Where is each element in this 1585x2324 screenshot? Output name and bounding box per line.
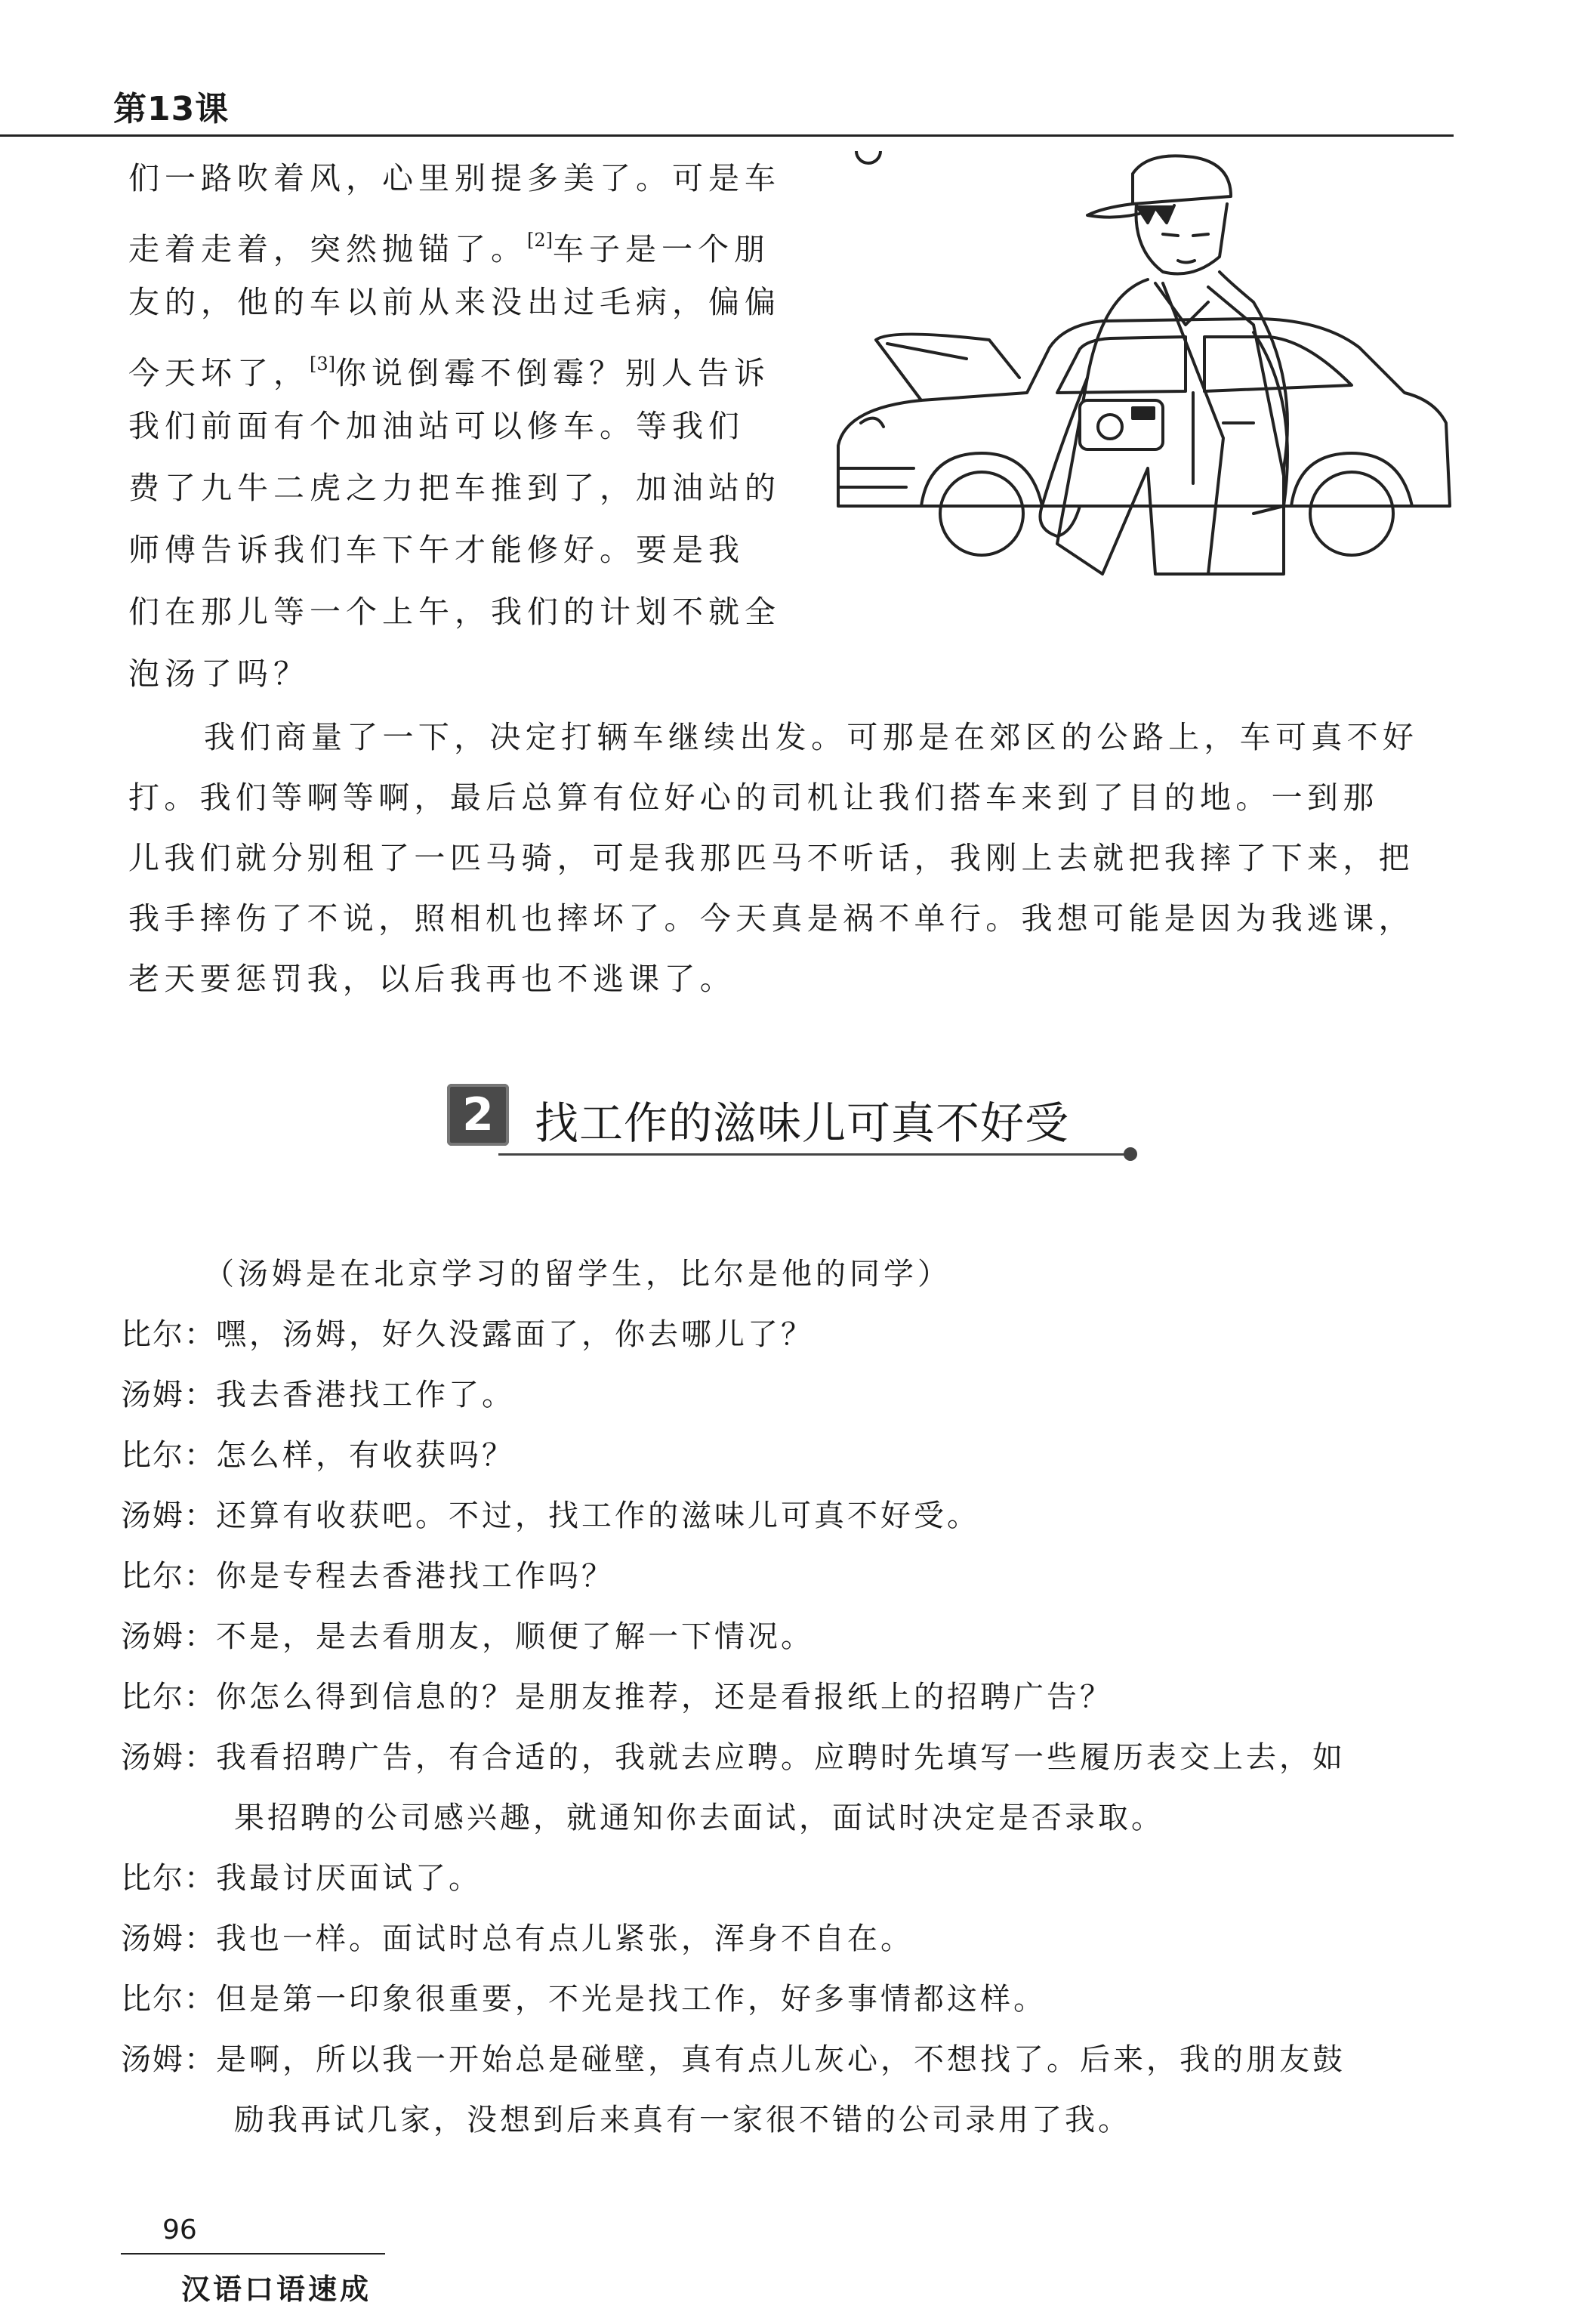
lesson-header: 第13课 (113, 90, 230, 128)
dialogue-text: 我最讨厌面试了。 (216, 1861, 482, 1896)
passage2-line-5: 老天要惩罚我，以后我再也不逃课了。 (128, 961, 736, 997)
passage1-line-2 (128, 221, 770, 269)
book-title: 汉语口语速成 (181, 2272, 372, 2306)
dialogue-text: 但是第一印象很重要，不光是找工作，好多事情都这样。 (216, 1982, 1047, 2017)
passage1-line-1: 们一路吹着风，心里别提多美了。可是车 (128, 160, 781, 196)
passage2-line-1: 我们商量了一下，决定打辆车继续出发。可那是在郊区的公路上，车可真不好 (204, 719, 1419, 755)
footer-rule (121, 2253, 385, 2255)
dialogue-line-9 (121, 1854, 482, 1897)
dialogue-text: 你怎么得到信息的？是朋友推荐，还是看报纸上的招聘广告？ (216, 1680, 1113, 1714)
speaker: 比尔： (121, 1680, 216, 1714)
speaker: 汤姆： (121, 1740, 216, 1775)
dialogue-line-8-continued: 果招聘的公司感兴趣，就通知你去面试，面试时决定是否录取。 (234, 1801, 1164, 1835)
speaker: 汤姆： (121, 1619, 216, 1654)
dialogue-text: 嘿，汤姆，好久没露面了，你去哪儿了？ (216, 1317, 814, 1352)
passage1-line-4-tail: 你说倒霉不倒霉？别人告诉 (335, 355, 770, 391)
dialogue-line-5 (121, 1552, 615, 1595)
dialogue-line-8 (121, 1733, 1346, 1776)
section-underline-dot (1124, 1147, 1137, 1161)
dialogue-text: 我去香港找工作了。 (216, 1378, 515, 1412)
dialogue-text: 怎么样，有收获吗？ (216, 1438, 515, 1473)
dialogue-line-4 (121, 1492, 980, 1535)
section-number-badge: 2 (447, 1084, 509, 1146)
passage2-line-4: 我手摔伤了不说，照相机也摔坏了。今天真是祸不单行。我想可能是因为我逃课， (128, 900, 1414, 937)
speaker: 汤姆： (121, 1498, 216, 1533)
header-rule (0, 134, 1454, 137)
dialogue-text: 我也一样。面试时总有点儿紧张，浑身不自在。 (216, 1921, 914, 1956)
passage2-line-2: 打。我们等啊等啊，最后总算有位好心的司机让我们搭车来到了目的地。一到那 (128, 779, 1379, 816)
speaker: 比尔： (121, 1559, 216, 1594)
dialogue-line-3 (121, 1431, 515, 1474)
passage1-line-3: 友的，他的车以前从来没出过毛病，偏偏 (128, 284, 781, 320)
dialogue-line-12 (121, 2035, 1346, 2079)
passage1-line-8: 们在那儿等一个上午，我们的计划不就全 (128, 594, 781, 630)
speaker: 比尔： (121, 1982, 216, 2017)
speaker: 比尔： (121, 1317, 216, 1352)
dialogue-text: 你是专程去香港找工作吗？ (216, 1559, 615, 1594)
dialogue-text: 还算有收获吧。不过，找工作的滋味儿可真不好受。 (216, 1498, 980, 1533)
dialogue-line-1 (121, 1310, 814, 1353)
dialogue-text: 不是，是去看朋友，顺便了解一下情况。 (216, 1619, 814, 1654)
dialogue-text: 我看招聘广告，有合适的，我就去应聘。应聘时先填写一些履历表交上去，如 (216, 1740, 1346, 1775)
passage1-line-5: 我们前面有个加油站可以修车。等我们 (128, 408, 745, 444)
footnote-marker-2[interactable]: [2] (527, 230, 553, 251)
dialogue-line-7 (121, 1673, 1113, 1716)
speaker: 汤姆： (121, 1921, 216, 1956)
passage1-line-7: 师傅告诉我们车下午才能修好。要是我 (128, 532, 745, 568)
section-underline (498, 1153, 1133, 1156)
speaker: 汤姆： (121, 1378, 216, 1412)
dialogue-text: 是啊，所以我一开始总是碰壁，真有点儿灰心，不想找了。后来，我的朋友鼓 (216, 2042, 1346, 2077)
dialogue-line-10 (121, 1915, 914, 1958)
passage1-line-9: 泡汤了吗？ (128, 656, 310, 692)
passage2-line-3: 儿我们就分别租了一匹马骑，可是我那匹马不听话，我刚上去就把我摔了下来，把 (128, 840, 1414, 876)
speaker: 汤姆： (121, 2042, 216, 2077)
dialogue-line-2 (121, 1371, 515, 1414)
passage1-line-2-text: 走着走着，突然抛锚了。 (128, 231, 527, 267)
dialogue-line-6 (121, 1613, 814, 1656)
page-number: 96 (162, 2214, 197, 2245)
passage1-line-4-text: 今天坏了， (128, 355, 310, 391)
speaker: 比尔： (121, 1438, 216, 1473)
passage1-line-2-tail: 车子是一个朋 (553, 231, 770, 267)
speaker: 比尔： (121, 1861, 216, 1896)
dialogue-line-12-continued: 励我再试几家，没想到后来真有一家很不错的公司录用了我。 (234, 2103, 1131, 2137)
section-title: 找工作的滋味儿可真不好受 (535, 1097, 1070, 1149)
broken-car-illustration (831, 151, 1457, 619)
dialogue-line-11 (121, 1975, 1047, 2018)
passage1-line-4 (128, 344, 770, 393)
passage1-line-6: 费了九牛二虎之力把车推到了，加油站的 (128, 470, 781, 506)
stage-note: （汤姆是在北京学习的留学生，比尔是他的同学） (204, 1257, 951, 1292)
footnote-marker-3[interactable]: [3] (310, 353, 335, 375)
